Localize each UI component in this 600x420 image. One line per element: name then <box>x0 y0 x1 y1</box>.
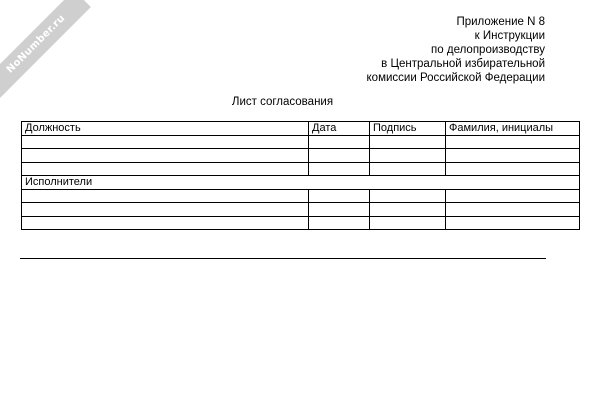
header-date: Дата <box>309 122 370 136</box>
table-cell[interactable] <box>309 189 370 203</box>
appendix-line: к Инструкции <box>474 30 545 42</box>
table-cell[interactable] <box>22 203 309 217</box>
appendix-line: в Центральной избирательной <box>381 58 545 70</box>
signature-line <box>20 258 546 259</box>
appendix-line: по делопроизводству <box>431 44 545 56</box>
section-label-executors: Исполнители <box>22 176 580 190</box>
table-cell[interactable] <box>22 149 309 163</box>
table-cell[interactable] <box>309 203 370 217</box>
table-cell[interactable] <box>370 189 446 203</box>
table-cell[interactable] <box>309 162 370 176</box>
table-cell[interactable] <box>446 135 580 149</box>
appendix-line: комиссии Российской Федерации <box>366 72 545 84</box>
table-cell[interactable] <box>22 189 309 203</box>
table-cell[interactable] <box>446 216 580 230</box>
table-cell[interactable] <box>446 203 580 217</box>
table-section-row <box>22 176 580 190</box>
appendix-reference <box>367 15 545 85</box>
table-cell[interactable] <box>22 162 309 176</box>
table-cell[interactable] <box>446 149 580 163</box>
table-cell[interactable] <box>309 216 370 230</box>
header-position: Должность <box>22 122 309 136</box>
watermark-text: NoNumber.ru <box>0 0 91 99</box>
table-cell[interactable] <box>446 162 580 176</box>
table-cell[interactable] <box>309 149 370 163</box>
page-title: Лист согласования <box>231 96 334 108</box>
table-cell[interactable] <box>370 149 446 163</box>
table-cell[interactable] <box>22 216 309 230</box>
appendix-line: Приложение N 8 <box>456 16 545 28</box>
table-cell[interactable] <box>370 203 446 217</box>
table-cell[interactable] <box>370 135 446 149</box>
header-full-name: Фамилия, инициалы <box>446 122 580 136</box>
table-header-row <box>22 122 580 136</box>
table-cell[interactable] <box>309 135 370 149</box>
header-signature: Подпись <box>370 122 446 136</box>
table-cell[interactable] <box>22 135 309 149</box>
table-cell[interactable] <box>370 162 446 176</box>
table-row <box>22 149 580 163</box>
table-row <box>22 203 580 217</box>
table-row <box>22 189 580 203</box>
table-row <box>22 162 580 176</box>
table-cell[interactable] <box>446 189 580 203</box>
approval-table <box>21 121 580 230</box>
table-cell[interactable] <box>370 216 446 230</box>
table-row <box>22 216 580 230</box>
table-row <box>22 135 580 149</box>
